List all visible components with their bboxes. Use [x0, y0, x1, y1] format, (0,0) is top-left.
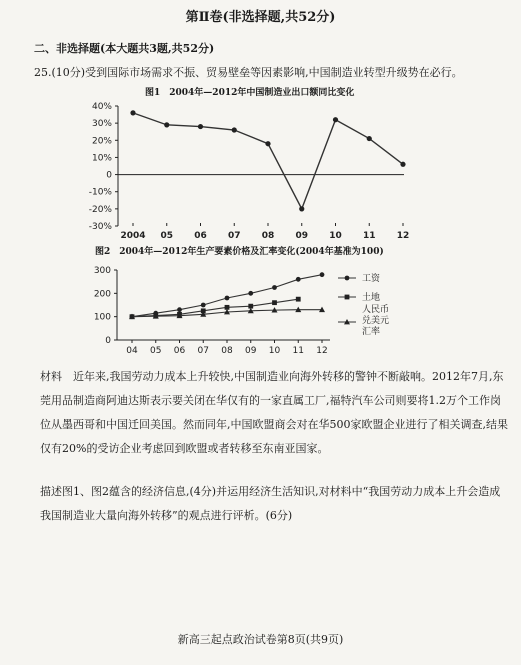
x-tick-label: 11: [292, 346, 304, 356]
data-point: [248, 291, 253, 296]
data-point: [225, 296, 230, 301]
x-tick-label: 05: [160, 231, 174, 241]
x-tick-label: 10: [268, 346, 281, 356]
x-tick-label: 08: [261, 231, 275, 241]
x-tick-label: 06: [173, 346, 186, 356]
y-tick-label: 40%: [91, 102, 112, 112]
y-tick-label: 0: [105, 336, 111, 346]
y-tick-label: 20%: [91, 136, 112, 147]
section-heading: 二、非选择题(本大题共3题,共52分): [34, 42, 215, 55]
x-tick-label: 07: [197, 346, 209, 356]
y-tick-label: 200: [93, 289, 111, 300]
data-point: [201, 303, 206, 308]
x-tick-label: 12: [316, 346, 328, 356]
data-point: [272, 300, 277, 305]
figure2-caption: 图2 2004年—2012年生产要素价格及汇率变化(2004年基准为100): [95, 247, 384, 257]
material-paragraph: 材料 近年来,我国劳动力成本上升较快,中国制造业向海外转移的警钟不断敲响。2012年7月,东莞用品制造商阿迪达斯表示要关闭在华仅有的一家直属工厂,福特汽车公司则要将1.2万个工作岗位从墨西哥和中国迁回美国。然而同年,中国欧盟商会对在华500家欧盟企业进行了相关调查,结果仅有20%的受访企业考虑回到欧盟或者转移至东南亚国家。: [40, 370, 508, 455]
legend-label: 工资: [362, 274, 381, 284]
part-title: 第Ⅱ卷(非选择题,共52分): [185, 10, 336, 25]
y-tick-label: 10%: [91, 153, 112, 164]
x-tick-label: 2004: [120, 231, 146, 241]
legend-label: 汇率: [362, 327, 381, 337]
x-tick-label: 05: [150, 346, 162, 356]
y-tick-label: -20%: [88, 204, 112, 215]
legend-label: 土地: [362, 293, 381, 303]
x-tick-label: 08: [221, 346, 233, 356]
legend-marker: [345, 295, 350, 300]
x-tick-label: 09: [245, 346, 257, 356]
x-tick-label: 06: [194, 231, 207, 241]
page-footer: 新高三起点政治试卷第8页(共9页): [177, 633, 344, 646]
y-tick-label: 0: [106, 170, 112, 181]
data-point: [320, 272, 325, 277]
x-tick-label: 11: [362, 231, 376, 241]
y-tick-label: -30%: [88, 222, 112, 232]
data-point: [296, 297, 301, 302]
x-tick-label: 07: [227, 231, 241, 241]
data-point: [177, 307, 182, 312]
y-tick-label: 300: [93, 266, 111, 276]
x-tick-label: 10: [329, 231, 342, 241]
y-tick-label: 100: [93, 312, 111, 323]
data-point: [272, 285, 277, 290]
question-requirement: 描述图1、图2蕴含的经济信息,(4分)并运用经济生活知识,对材料中“我国劳动力成本上升会造成我国制造业大量向海外转移”的观点进行评析。(6分): [40, 485, 501, 522]
legend-label: 兑美元: [362, 316, 390, 326]
x-tick-label: 09: [295, 231, 309, 241]
x-tick-label: 04: [126, 346, 138, 356]
y-tick-label: 30%: [91, 119, 112, 130]
y-tick-label: -10%: [88, 187, 112, 198]
figure1-caption: 图1 2004年—2012年中国制造业出口额同比变化: [145, 88, 355, 98]
legend-label: 人民币: [362, 305, 390, 315]
question-stem: 25.(10分)受到国际市场需求不振、贸易壁垒等因素影响,中国制造业转型升级势在必行。: [34, 66, 463, 79]
data-point: [296, 277, 301, 282]
legend-marker: [345, 276, 350, 281]
x-tick-label: 12: [396, 231, 410, 241]
